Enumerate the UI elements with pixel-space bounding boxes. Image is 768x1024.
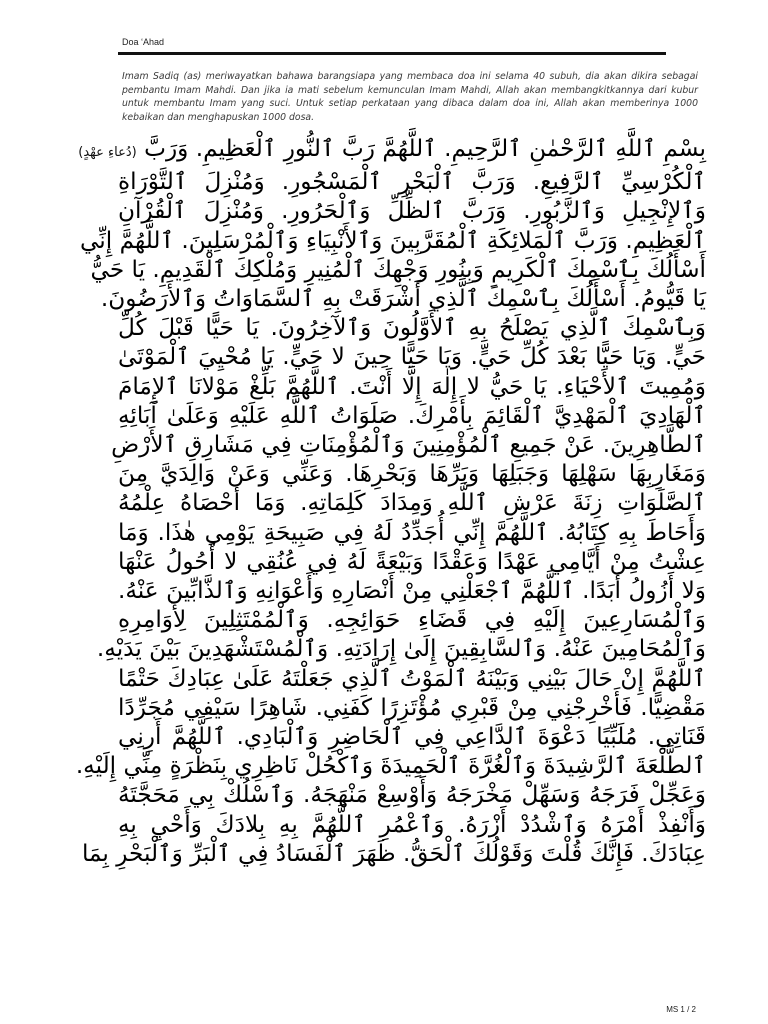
doa-line: وَٱلإِنْجِيلِ وَٱلزَّبُورِ. وَرَبَّ ٱلظِّلِّ وَٱلْحَرُورِ. وَمُنْزِلَ ٱلْقُرْآنِ — [118, 197, 706, 225]
page-header-title: Doa ‘Ahad — [122, 37, 165, 47]
doa-line: حَيٍّ. وَيَا حَيًّا بَعْدَ كُلِّ حَيٍّ. وَيَا حَيًّا حِينَ لا حَيٍّ. يَا مُحْيِيَ ٱلْمَوْتَىٰ — [118, 343, 706, 371]
doa-line: ٱلطَّاهِرِينَ. عَنْ جَمِيعِ ٱلْمُؤْمِنِينَ وَٱلْمُؤْمِنَاتِ فِي مَشَارِقِ ٱلأَرْضِ — [111, 431, 706, 459]
doa-line: ٱلْكُرْسِيِّ ٱلرَّفِيعِ. وَرَبَّ ٱلْبَحْرِ ٱلْمَسْجُورِ. وَمُنْزِلَ ٱلتَّوْرَاةِ — [118, 168, 706, 196]
page-number: MS 1 / 2 — [666, 1005, 696, 1014]
doa-line: وَٱلْمُسَارِعِينَ إِلَيْهِ فِي قَضَاءِ حَوَائِجِهِ. وَٱلْمُمْتَثِلِينَ لِأَوَامِرِهِ — [118, 606, 706, 634]
doa-line: وَلا أَزُولُ أَبَدًا. ٱللَّهُمَّ ٱجْعَلْنِي مِنْ أَنْصَارِهِ وَأَعْوَانِهِ وَٱلذَّابِّينَ عَنْهُ. — [118, 577, 706, 605]
doa-line: ٱلطَّلْعَةَ ٱلرَّشِيدَةَ وَٱلْغُرَّةَ ٱلْحَمِيدَةَ وَٱكْحُلْ نَاظِرِي بِنَظْرَةٍ مِنِّي إِلَيْهِ. — [75, 752, 706, 780]
doa-line-text: بِسْمِ ٱللَّهِ ٱلرَّحْمٰنِ ٱلرَّحِيمِ. ٱللَّهُمَّ رَبَّ ٱلنُّورِ ٱلْعَظِيمِ. وَرَبَّ — [144, 135, 706, 162]
doa-line: ٱلْهَادِيَ ٱلْمَهْدِيَّ ٱلْقَائِمَ بِأَمْرِكَ. صَلَوَاتُ ٱللَّهِ عَلَيْهِ وَعَلَىٰ آبَائِهِ — [118, 401, 706, 429]
doa-line: وَٱلْمُحَامِينَ عَنْهُ. وَٱلسَّابِقِينَ إِلَىٰ إِرَادَتِهِ. وَٱلْمُسْتَشْهَدِينَ بَيْنَ يَدَيْهِ. — [96, 635, 706, 663]
header-divider — [118, 52, 666, 55]
doa-line: ٱللَّهُمَّ إِنْ حَالَ بَيْنِي وَبَيْنَهُ ٱلْمَوْتُ ٱلَّذِي جَعَلْتَهُ عَلَىٰ عِبَادِكَ حَتْمًا — [118, 664, 706, 692]
doa-line: وَعَجِّلْ فَرَجَهُ وَسَهِّلْ مَخْرَجَهُ وَأَوْسِعْ مَنْهَجَهُ. وَٱسْلُكْ بِي مَحَجَّتَهُ — [118, 781, 706, 809]
doa-title-tag: (دُعاءِ عهْدٍ) — [78, 145, 137, 160]
doa-line: وَأَنْفِذْ أَمْرَهُ وَٱشْدُدْ أَزْرَهُ. وَٱعْمُرِ ٱللَّهُمَّ بِهِ بِلادَكَ وَأَحْيِ بِهِ — [118, 810, 706, 838]
doa-line: مَقْضِيًّا. فَأَخْرِجْنِي مِنْ قَبْرِي مُؤْتَزِرًا كَفَنِي. شَاهِرًا سَيْفِي مُجَرِّدًا — [118, 693, 706, 721]
doa-line: وَمَغَارِبِهَا سَهْلِهَا وَجَبَلِهَا وَبَرِّهَا وَبَحْرِهَا. وَعَنِّي وَعَنْ وَالِدَيَّ مِنَ — [118, 460, 706, 488]
doa-text-body — [75, 134, 706, 1004]
doa-line: وَبِٱسْمِكَ ٱلَّذِي يَصْلَحُ بِهِ ٱلأَوَّلُونَ وَٱلآخِرُونَ. يَا حَيًّا قَبْلَ كُلِّ — [118, 314, 706, 342]
doa-line: عِبَادَكَ. فَإِنَّكَ قُلْتَ وَقَوْلُكَ ٱلْحَقُّ. ظَهَرَ ٱلْفَسَادُ فِي ٱلْبَرِّ وَٱلْبَحْرِ بِمَا — [81, 839, 706, 867]
doa-line: قَنَاتِي. مُلَبِّيًا دَعْوَةَ ٱلدَّاعِي فِي ٱلْحَاضِرِ وَٱلْبَادِي. ٱللَّهُمَّ أَرِنِي — [118, 723, 706, 751]
doa-line-1 — [78, 134, 706, 167]
doa-line: وَمُمِيتَ ٱلأَحْيَاءِ. يَا حَيُّ لا إِلٰهَ إِلَّا أَنْتَ. ٱللَّهُمَّ بَلِّغْ مَوْلانَا ٱلإِمَامَ — [118, 372, 706, 400]
doa-line: ٱلصَّلَوَاتِ زِنَةَ عَرْشِ ٱللَّهِ وَمِدَادَ كَلِمَاتِهِ. وَمَا أَحْصَاهُ عِلْمُهُ — [118, 489, 706, 517]
doa-line: يَا قَيُّومُ. أَسْأَلُكَ بِٱسْمِكَ ٱلَّذِي أَشْرَقَتْ بِهِ ٱلسَّمَاوَاتُ وَٱلأَرَضُونَ. — [100, 285, 706, 313]
intro-paragraph: Imam Sadiq (as) meriwayatkan bahawa barangsiapa yang membaca doa ini selama 40 subuh, dia akan dikira sebagai pembantu Imam Mahdi. Dan jika ia mati sebelum kemunculan Imam Mahdi, Allah akan membangkitkannya dari kubur untuk membantu Imam yang suci. Untuk setiap perkataan yang dibaca dalam doa ini, Allah akan memberinya 1000 kebaikan dan menghapuskan 1000 dosa. — [122, 71, 698, 123]
doa-line: ٱلْعَظِيمِ. وَرَبَّ ٱلْمَلائِكَةِ ٱلْمُقَرَّبِينَ وَٱلأَنْبِيَاءِ وَٱلْمُرْسَلِينَ. ٱللَّهُمَّ إِنِّي — [79, 226, 706, 254]
doa-line: عِشْتُ مِنْ أَيَّامِي عَهْدًا وَعَقْدًا وَبَيْعَةً لَهُ فِي عُنُقِي لا أَحُولُ عَنْهَا — [118, 547, 706, 575]
doa-line: أَسْأَلُكَ بِٱسْمِكَ ٱلْكَرِيمِ وَبِنُورِ وَجْهِكَ ٱلْمُنِيرِ وَمُلْكِكَ ٱلْقَدِيمِ. يَا حَيُّ — [90, 255, 706, 283]
doa-line: وَأَحَاطَ بِهِ كِتَابُهُ. ٱللَّهُمَّ إِنِّي أُجَدِّدُ لَهُ فِي صَبِيحَةِ يَوْمِي هٰذَا. وَمَا — [118, 518, 706, 546]
